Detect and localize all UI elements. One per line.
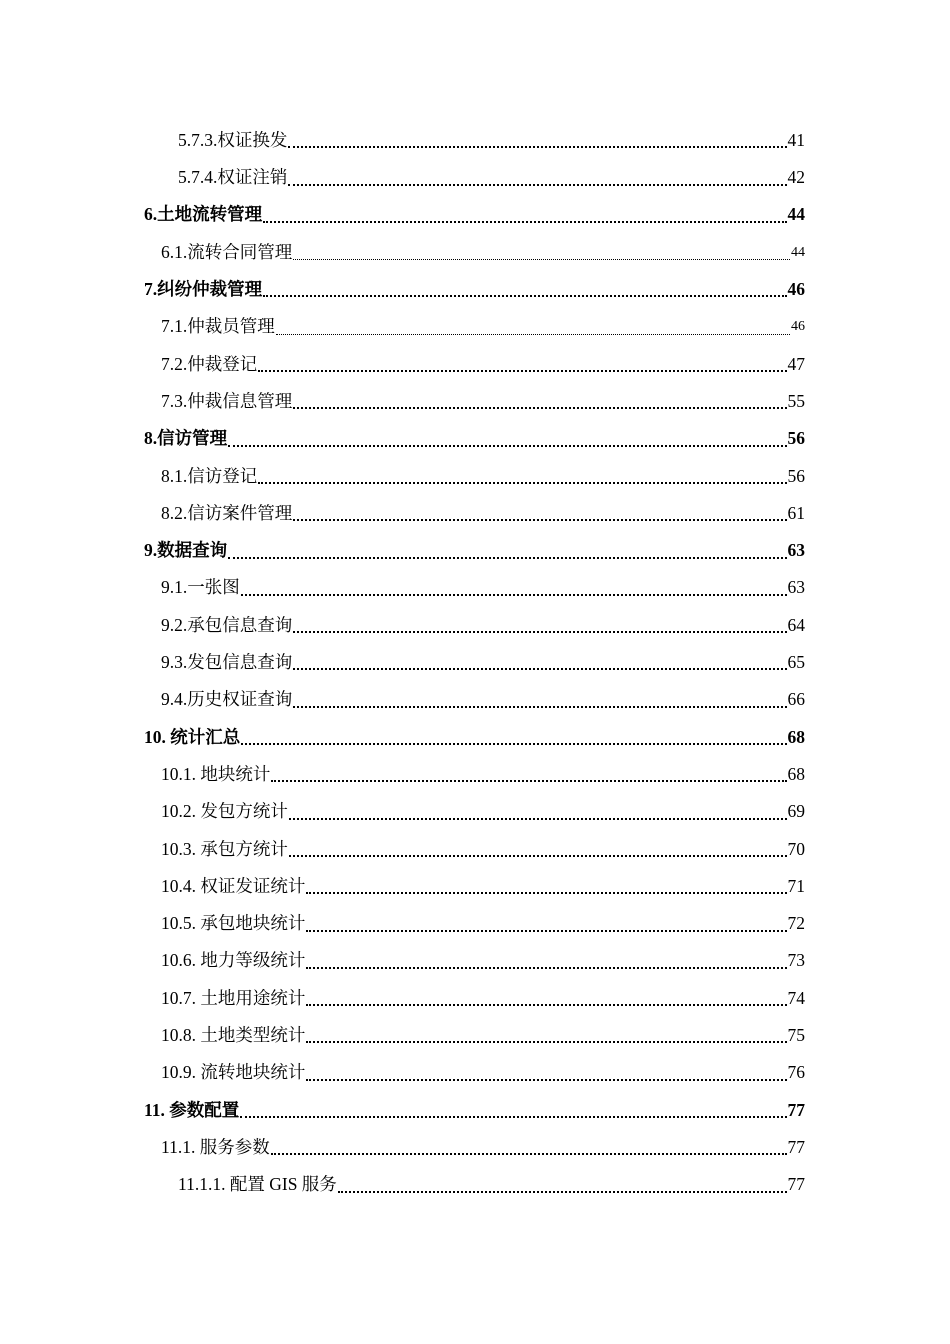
toc-entry-page: 66 xyxy=(787,689,805,710)
toc-entry-page: 69 xyxy=(787,801,805,822)
toc-dot-leader xyxy=(241,570,787,607)
toc-chapter-title: 6.土地流转管理 xyxy=(144,204,263,225)
toc-dot-leader xyxy=(293,495,786,532)
toc-chapter-title: 9.数据查询 xyxy=(144,540,228,561)
toc-dot-leader xyxy=(289,793,787,830)
toc-entry[interactable] xyxy=(0,607,805,644)
toc-entry-title: 10.2. 发包方统计 xyxy=(161,801,288,822)
toc-entry-title: 7.2.仲裁登记 xyxy=(161,353,258,374)
table-of-contents xyxy=(0,122,950,1204)
toc-chapter-title: 8.信访管理 xyxy=(144,428,228,449)
toc-entry-title: 10.1. 地块统计 xyxy=(161,763,271,784)
toc-entry-title: 11.1.1. 配置 GIS 服务 xyxy=(178,1174,337,1195)
toc-chapter[interactable] xyxy=(0,271,805,308)
toc-entry[interactable] xyxy=(0,793,805,830)
toc-entry[interactable] xyxy=(0,122,805,159)
toc-dot-leader xyxy=(258,458,786,495)
toc-entry-title: 7.3.仲裁信息管理 xyxy=(161,390,293,411)
toc-dot-leader xyxy=(306,980,786,1017)
toc-entry-title: 9.1.一张图 xyxy=(161,577,240,598)
toc-entry-title: 11.1. 服务参数 xyxy=(161,1136,270,1157)
toc-entry-title: 10.3. 承包方统计 xyxy=(161,838,288,859)
toc-dot-leader xyxy=(338,1166,787,1203)
toc-entry[interactable] xyxy=(0,868,805,905)
toc-entry-page: 75 xyxy=(787,1025,805,1046)
toc-entry-title: 7.1.仲裁员管理 xyxy=(161,316,275,337)
toc-entry-title: 9.3.发包信息查询 xyxy=(161,652,293,673)
toc-entry[interactable] xyxy=(0,831,805,868)
toc-chapter-page: 68 xyxy=(787,726,805,747)
toc-chapter[interactable] xyxy=(0,197,805,234)
toc-chapter-page: 56 xyxy=(787,428,805,449)
toc-chapter-page: 44 xyxy=(787,204,805,225)
toc-chapter[interactable] xyxy=(0,719,805,756)
toc-chapter[interactable] xyxy=(0,1092,805,1129)
toc-entry[interactable] xyxy=(0,234,805,271)
toc-entry-page: 77 xyxy=(787,1174,805,1195)
toc-dot-leader xyxy=(289,831,787,868)
toc-entry-title: 10.6. 地力等级统计 xyxy=(161,950,306,971)
toc-entry[interactable] xyxy=(0,458,805,495)
toc-dot-leader xyxy=(306,905,786,942)
toc-entry-page: 71 xyxy=(787,875,805,896)
toc-dot-leader xyxy=(293,234,790,271)
toc-entry-title: 8.1.信访登记 xyxy=(161,465,258,486)
toc-entry[interactable] xyxy=(0,943,805,980)
toc-entry-page: 61 xyxy=(787,502,805,523)
toc-entry-page: 42 xyxy=(787,167,805,188)
toc-dot-leader xyxy=(306,1054,786,1091)
toc-entry[interactable] xyxy=(0,308,805,345)
toc-entry[interactable] xyxy=(0,980,805,1017)
toc-dot-leader xyxy=(293,644,786,681)
toc-entry-page: 41 xyxy=(787,129,805,150)
toc-entry[interactable] xyxy=(0,346,805,383)
toc-dot-leader xyxy=(258,346,786,383)
toc-entry[interactable] xyxy=(0,159,805,196)
toc-entry-page: 68 xyxy=(787,763,805,784)
toc-dot-leader xyxy=(241,719,786,756)
toc-entry-page: 65 xyxy=(787,652,805,673)
toc-entry[interactable] xyxy=(0,495,805,532)
toc-chapter-page: 63 xyxy=(787,540,805,561)
toc-entry-title: 10.7. 土地用途统计 xyxy=(161,987,306,1008)
toc-entry-page: 63 xyxy=(787,577,805,598)
toc-entry[interactable] xyxy=(0,1166,805,1203)
toc-entry[interactable] xyxy=(0,1129,805,1166)
toc-entry[interactable] xyxy=(0,905,805,942)
toc-entry-title: 9.4.历史权证查询 xyxy=(161,689,293,710)
toc-dot-leader xyxy=(306,943,786,980)
toc-entry-page: 76 xyxy=(787,1062,805,1083)
toc-entry[interactable] xyxy=(0,756,805,793)
toc-entry-page: 64 xyxy=(787,614,805,635)
toc-entry-page: 70 xyxy=(787,838,805,859)
toc-dot-leader xyxy=(263,197,786,234)
toc-dot-leader xyxy=(293,383,786,420)
toc-entry-page: 77 xyxy=(787,1136,805,1157)
toc-dot-leader xyxy=(288,159,786,196)
toc-dot-leader xyxy=(228,532,786,569)
toc-chapter-title: 11. 参数配置 xyxy=(144,1099,240,1120)
toc-entry-title: 10.9. 流转地块统计 xyxy=(161,1062,306,1083)
toc-dot-leader xyxy=(263,271,786,308)
toc-dot-leader xyxy=(306,868,786,905)
toc-entry-title: 5.7.3.权证换发 xyxy=(178,129,288,150)
toc-entry[interactable] xyxy=(0,383,805,420)
toc-entry-page: 56 xyxy=(787,465,805,486)
toc-dot-leader xyxy=(240,1092,786,1129)
toc-chapter-title: 10. 统计汇总 xyxy=(144,726,241,747)
toc-entry[interactable] xyxy=(0,644,805,681)
toc-entry-page: 44 xyxy=(791,244,805,260)
toc-chapter-page: 46 xyxy=(787,279,805,300)
toc-dot-leader xyxy=(271,756,786,793)
toc-entry[interactable] xyxy=(0,1017,805,1054)
toc-dot-leader xyxy=(276,308,790,345)
toc-chapter[interactable] xyxy=(0,532,805,569)
toc-entry-title: 5.7.4.权证注销 xyxy=(178,167,288,188)
toc-dot-leader xyxy=(288,122,786,159)
toc-entry-title: 10.8. 土地类型统计 xyxy=(161,1025,306,1046)
toc-entry[interactable] xyxy=(0,570,805,607)
toc-entry-page: 74 xyxy=(787,987,805,1008)
toc-entry-page: 55 xyxy=(787,390,805,411)
toc-entry-title: 9.2.承包信息查询 xyxy=(161,614,293,635)
toc-entry-page: 46 xyxy=(791,319,805,335)
toc-entry-title: 10.4. 权证发证统计 xyxy=(161,875,306,896)
toc-entry-title: 10.5. 承包地块统计 xyxy=(161,913,306,934)
toc-chapter-page: 77 xyxy=(787,1099,805,1120)
toc-dot-leader xyxy=(271,1129,787,1166)
toc-chapter[interactable] xyxy=(0,420,805,457)
toc-entry[interactable] xyxy=(0,681,805,718)
toc-dot-leader xyxy=(293,607,786,644)
toc-entry-page: 47 xyxy=(787,353,805,374)
toc-entry-title: 8.2.信访案件管理 xyxy=(161,502,293,523)
toc-dot-leader xyxy=(306,1017,786,1054)
toc-entry-title: 6.1.流转合同管理 xyxy=(161,241,293,262)
toc-entry[interactable] xyxy=(0,1054,805,1091)
toc-dot-leader xyxy=(293,681,786,718)
toc-chapter-title: 7.纠纷仲裁管理 xyxy=(144,279,263,300)
toc-entry-page: 72 xyxy=(787,913,805,934)
toc-entry-page: 73 xyxy=(787,950,805,971)
toc-dot-leader xyxy=(228,420,786,457)
